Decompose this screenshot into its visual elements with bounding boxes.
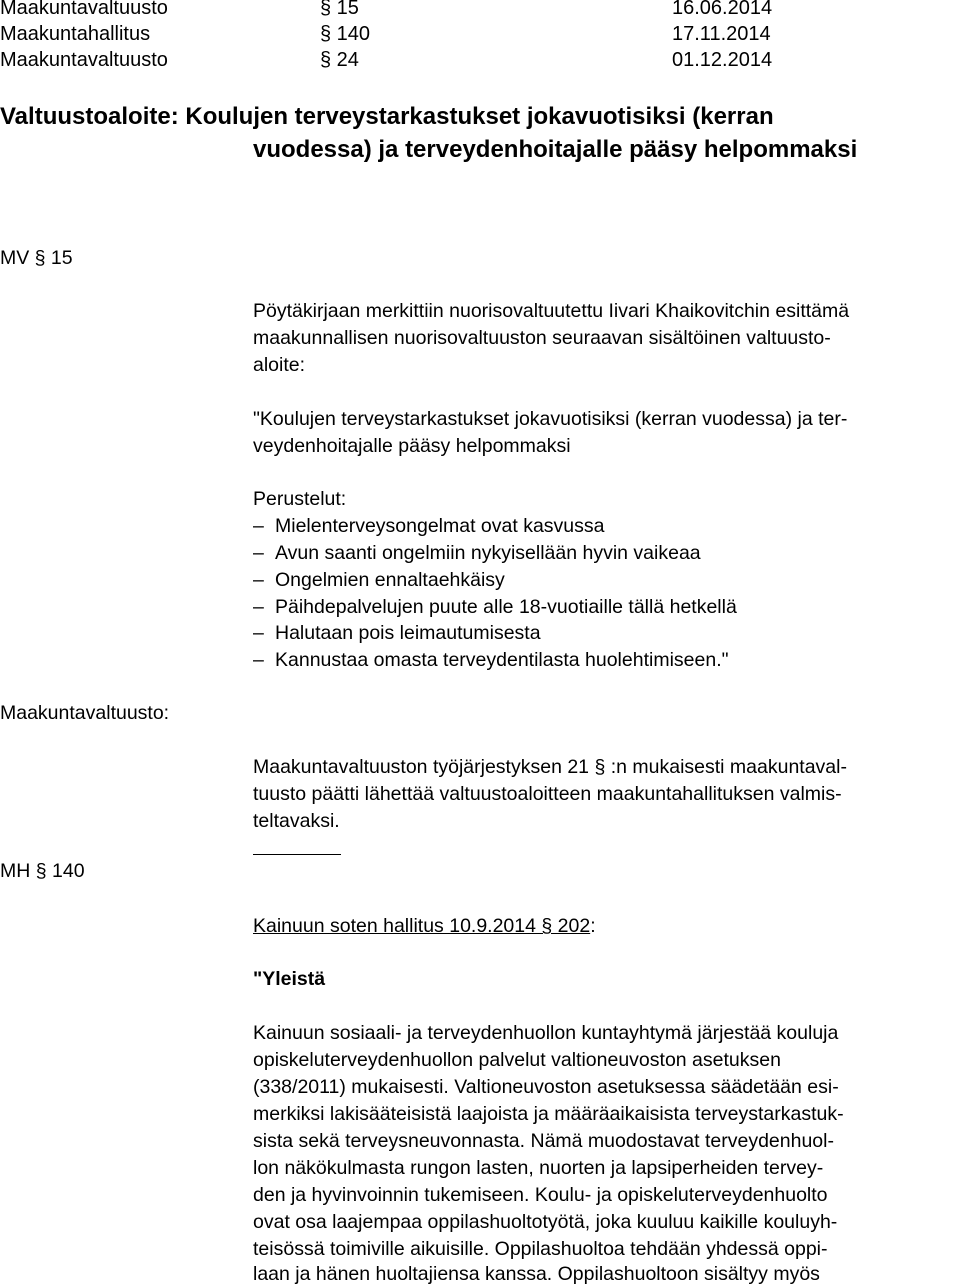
perustelut-item-text: Ongelmien ennaltaehkäisy xyxy=(275,569,505,591)
perustelut-label: Perustelut: xyxy=(253,488,347,510)
dash-bullet: – xyxy=(253,569,264,591)
kainuu-heading-text: Kainuun soten hallitus 10.9.2014 § 202 xyxy=(253,915,591,937)
quote-line-2: veydenhoitajalle pääsy helpommaksi xyxy=(253,435,571,457)
dash-bullet: – xyxy=(253,515,264,537)
paragraph-line: merkiksi lakisääteisistä laajoista ja määräaikaisista terveystarkastuk- xyxy=(253,1103,844,1125)
header-date-3: 01.12.2014 xyxy=(672,49,773,71)
intro-line-3: aloite: xyxy=(253,354,306,376)
intro-line-2: maakunnallisen nuorisovaltuuston seuraavan sisältöinen valtuusto- xyxy=(253,327,831,349)
mv-section-label: MV § 15 xyxy=(0,247,73,269)
intro-line-1: Pöytäkirjaan merkittiin nuorisovaltuutettu Iivari Khaikovitchin esittämä xyxy=(253,300,850,322)
perustelut-item xyxy=(253,567,505,593)
header-number-1: § 15 xyxy=(320,0,359,19)
paragraph-line: Kainuun sosiaali- ja terveydenhuollon kuntayhtymä järjestää kouluja xyxy=(253,1022,839,1044)
mh-section-label: MH § 140 xyxy=(0,860,85,882)
dash-bullet: – xyxy=(253,596,264,618)
header-date-2: 17.11.2014 xyxy=(672,23,771,45)
dash-bullet: – xyxy=(253,542,264,564)
dash-bullet: – xyxy=(253,622,264,644)
kainuu-heading xyxy=(253,913,596,939)
perustelut-item xyxy=(253,620,541,646)
quote-line-1: "Koulujen terveystarkastukset jokavuotisiksi (kerran vuodessa) ja ter- xyxy=(253,408,848,430)
header-number-3: § 24 xyxy=(320,49,359,71)
header-number-2: § 140 xyxy=(320,23,371,45)
paragraph-line: ovat osa laajempaa oppilashuoltotyötä, joka kuuluu kaikille kouluyh- xyxy=(253,1211,838,1233)
paragraph-line: laan ja hänen huoltajiensa kanssa. Oppilashuoltoon sisältyy myös xyxy=(253,1263,820,1285)
perustelut-item xyxy=(253,594,737,620)
decision-line-2: tuusto päätti lähettää valtuustoaloitteen maakuntahallituksen valmis- xyxy=(253,783,842,805)
header-body-3: Maakuntavaltuusto xyxy=(0,49,168,71)
perustelut-item xyxy=(253,647,729,673)
paragraph-line: den ja hyvinvoinnin tukemiseen. Koulu- ja opiskeluterveydenhuolto xyxy=(253,1184,828,1206)
header-body-2: Maakuntahallitus xyxy=(0,23,151,45)
perustelut-item xyxy=(253,513,605,539)
perustelut-item xyxy=(253,540,701,566)
perustelut-item-text: Kannustaa omasta terveydentilasta huolehtimiseen." xyxy=(275,649,729,671)
yleista-heading: "Yleistä xyxy=(253,968,326,990)
kainuu-heading-suffix: : xyxy=(590,915,596,937)
header-body-1: Maakuntavaltuusto xyxy=(0,0,168,19)
decision-line-3: teltavaksi. xyxy=(253,810,340,832)
paragraph-line: teisössä toimiville aikuisille. Oppilashuoltoa tehdään yhdessä oppi- xyxy=(253,1238,828,1260)
perustelut-item-text: Mielenterveysongelmat ovat kasvussa xyxy=(275,515,605,537)
document-title-line-1: Valtuustoaloite: Koulujen terveystarkastukset jokavuotisiksi (kerran xyxy=(0,103,774,130)
separator-rule xyxy=(253,854,341,855)
perustelut-item-text: Avun saanti ongelmiin nykyisellään hyvin vaikeaa xyxy=(275,542,701,564)
maakuntavaltuusto-label: Maakuntavaltuusto: xyxy=(0,702,170,724)
paragraph-line: (338/2011) mukaisesti. Valtioneuvoston asetuksessa säädetään esi- xyxy=(253,1076,839,1098)
paragraph-line: sista sekä terveysneuvonnasta. Nämä muodostavat terveydenhuol- xyxy=(253,1130,834,1152)
paragraph-line: opiskeluterveydenhuollon palvelut valtioneuvoston asetuksen xyxy=(253,1049,781,1071)
perustelut-item-text: Päihdepalvelujen puute alle 18-vuotiaille tällä hetkellä xyxy=(275,596,737,618)
paragraph-line: lon näkökulmasta rungon lasten, nuorten ja lapsiperheiden tervey- xyxy=(253,1157,824,1179)
decision-line-1: Maakuntavaltuuston työjärjestyksen 21 § :n mukaisesti maakuntaval- xyxy=(253,756,847,778)
header-date-1: 16.06.2014 xyxy=(672,0,773,19)
document-title-line-2: vuodessa) ja terveydenhoitajalle pääsy helpommaksi xyxy=(253,136,858,163)
dash-bullet: – xyxy=(253,649,264,671)
perustelut-item-text: Halutaan pois leimautumisesta xyxy=(275,622,541,644)
